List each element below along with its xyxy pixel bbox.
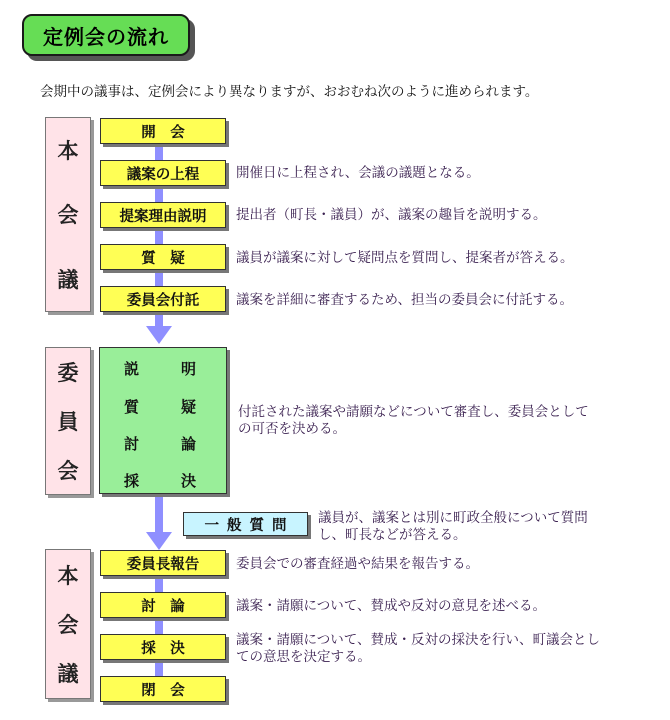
- general-question-desc-line-1: 議員が、議案とは別に町政全般について質問: [318, 510, 588, 526]
- step-questioning: 質 疑: [100, 244, 226, 270]
- committee-item-char: 説: [124, 360, 140, 378]
- committee-item-char: 論: [181, 435, 197, 453]
- step-questioning-desc: 議員が議案に対して疑問点を質問し、提案者が答える。: [236, 250, 574, 266]
- intro-text: 会期中の議事は、定例会により異なりますが、おおむね次のように進められます。: [40, 84, 539, 100]
- committee-item-char: 質: [124, 398, 140, 416]
- step-vote: 採 決: [100, 634, 226, 660]
- step-proposal-explanation-desc: 提出者（町長・議員）が、議案の趣旨を説明する。: [236, 207, 547, 223]
- step-proposal-explanation: 提案理由説明: [100, 202, 226, 228]
- general-question-box: 一般質問: [183, 512, 308, 536]
- plenary-char: 議: [57, 661, 79, 687]
- committee-item-char: 採: [124, 472, 140, 490]
- committee-item-char: 明: [181, 360, 197, 378]
- arrow-to-committee: [146, 326, 172, 344]
- plenary-char: 本: [57, 562, 79, 588]
- plenary-char: 会: [57, 202, 79, 228]
- committee-desc-line-1: 付託された議案や請願などについて審査し、委員会として: [238, 404, 589, 420]
- step-closing: 閉 会: [100, 676, 226, 702]
- step-bill-submission: 議案の上程: [100, 160, 226, 186]
- committee-char: 会: [57, 457, 79, 483]
- plenary-session-label-1: [45, 117, 91, 312]
- plenary-char: 議: [57, 266, 79, 292]
- committee-item-char: 決: [181, 472, 197, 490]
- step-committee-referral: 委員会付託: [100, 286, 226, 312]
- arrow-to-plenary: [146, 532, 172, 550]
- connector-line-middle: [155, 493, 163, 533]
- page-title: 定例会の流れ: [22, 14, 190, 56]
- connector-line-bottom: [155, 573, 163, 683]
- step-chair-report-desc: 委員会での審査経過や結果を報告する。: [236, 556, 479, 572]
- committee-process-box: [99, 347, 227, 494]
- step-opening: 開 会: [100, 118, 226, 144]
- committee-item-char: 討: [124, 435, 140, 453]
- committee-char: 員: [57, 408, 79, 434]
- committee-char: 委: [57, 360, 79, 386]
- step-debate: 討 論: [100, 592, 226, 618]
- step-chair-report: 委員長報告: [100, 550, 226, 576]
- plenary-session-label-2: [45, 549, 91, 699]
- step-vote-desc-line-2: ての意思を決定する。: [236, 649, 371, 665]
- plenary-char: 本: [57, 138, 79, 164]
- step-committee-referral-desc: 議案を詳細に審査するため、担当の委員会に付託する。: [236, 292, 573, 308]
- step-debate-desc: 議案・請願について、賛成や反対の意見を述べる。: [236, 598, 546, 614]
- step-vote-desc-line-1: 議案・請願について、賛成・反対の採決を行い、町議会とし: [236, 632, 600, 648]
- committee-desc-line-2: の可否を決める。: [238, 421, 346, 437]
- general-question-desc-line-2: し、町長などが答える。: [318, 527, 467, 543]
- committee-label: [45, 347, 91, 495]
- step-bill-submission-desc: 開催日に上程され、会議の議題となる。: [236, 165, 480, 181]
- committee-item-char: 疑: [181, 398, 197, 416]
- plenary-char: 会: [57, 611, 79, 637]
